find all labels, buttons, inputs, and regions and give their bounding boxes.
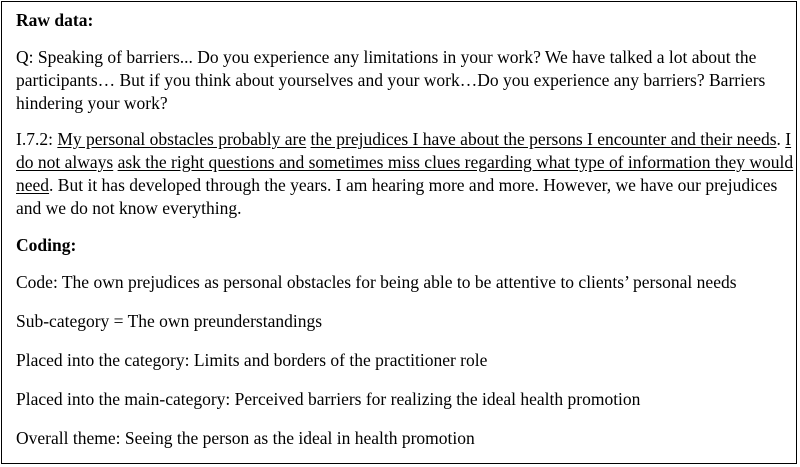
sub-category-line: Sub-category = The own preunderstandings [16, 311, 323, 331]
answer-underlined-segment-4: ask the right questions and sometimes miss clues regarding what type of information they would need [16, 152, 794, 195]
raw-data-heading: Raw data: [16, 10, 94, 30]
answer-spacer-2: . [776, 129, 786, 149]
main-category-line: Placed into the main-category: Perceived barriers for realizing the ideal health promotion [16, 389, 641, 409]
overall-theme-line: Overall theme: Seeing the person as the ideal in health promotion [16, 428, 475, 448]
coding-heading: Coding: [16, 235, 77, 255]
interview-answer [16, 128, 796, 220]
document-frame [1, 1, 797, 464]
interview-question: Q: Speaking of barriers... Do you experience any limitations in your work? We have talked a lot about the participants… But if you think about yourselves and your work…Do you experience any barriers? Barriers hindering your work? [16, 47, 766, 113]
answer-tail: . But it has developed through the years. I am hearing more and more. However, we have our prejudices and we do not know everything. [16, 175, 778, 218]
answer-underlined-segment-2: the prejudices I have about the persons I encounter and their needs [310, 129, 777, 149]
document-content [16, 9, 796, 466]
answer-underlined-segment-1: My personal obstacles probably are [57, 129, 307, 149]
category-line: Placed into the category: Limits and borders of the practitioner role [16, 350, 488, 370]
answer-underlined-segment-3: I do not always [16, 129, 792, 172]
code-line: Code: The own prejudices as personal obstacles for being able to be attentive to clients’ personal needs [16, 272, 737, 292]
answer-label: I.7.2: [16, 129, 58, 149]
